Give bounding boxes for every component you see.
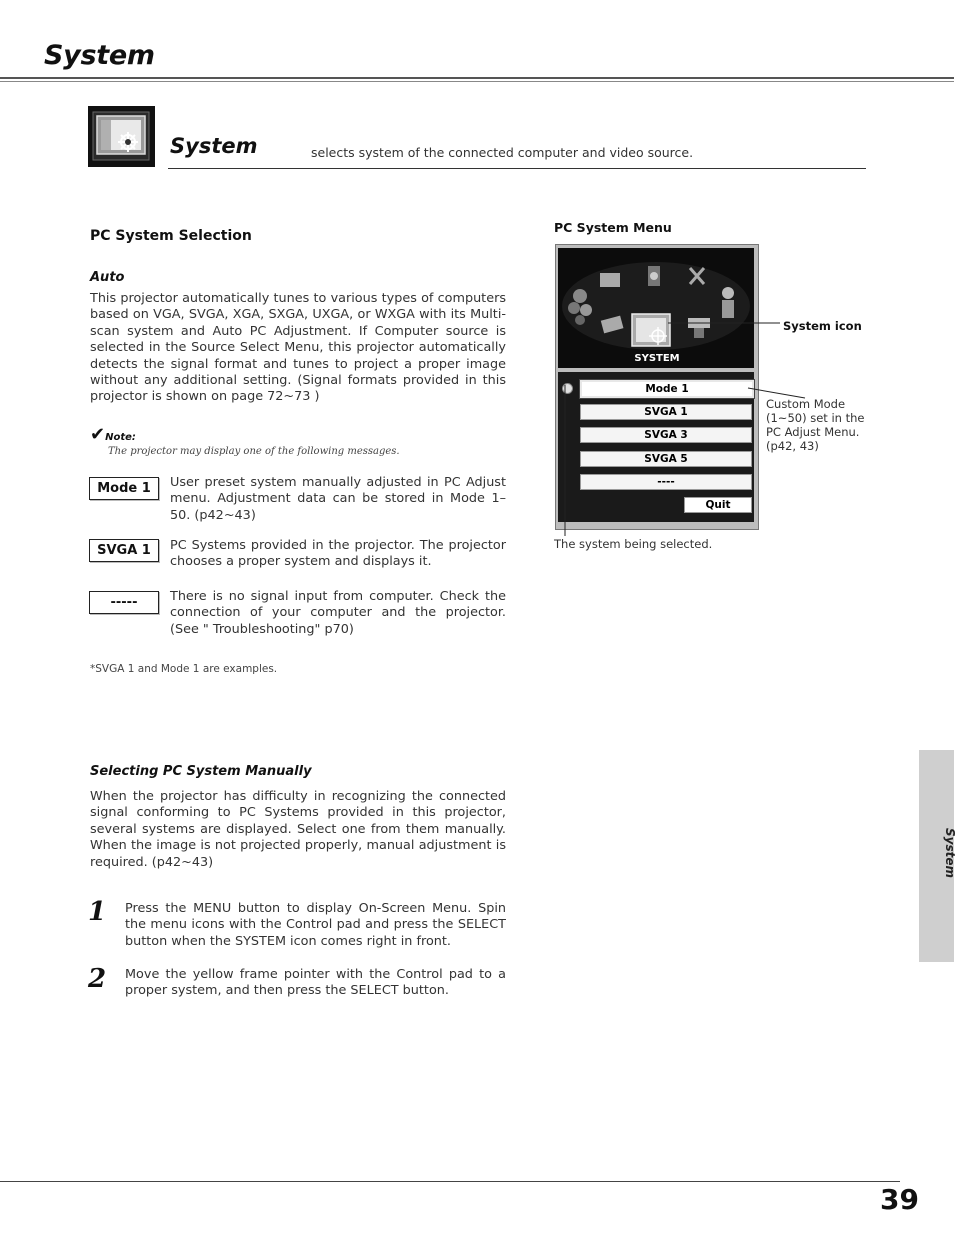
step-text-1: Press the MENU button to display On-Screen Menu. Spin the menu icons with the Control pad and press the SELECT button when the SYSTEM icon comes right in front.: [125, 901, 506, 949]
step-number-1: 1: [88, 897, 107, 927]
manual-heading: Selecting PC System Manually: [90, 764, 312, 779]
message-label-no-signal: -----: [89, 591, 159, 614]
header-rule-thin: [0, 81, 954, 82]
note-label: Note:: [105, 432, 136, 443]
menu-label: PC System Menu: [554, 220, 672, 235]
auto-text: This projector automatically tunes to various types of computers based on VGA, SVGA, XGA, SXGA, UXGA, or WXGA with its Multi-scan system and Auto PC Adjustment. If Computer source is selected in the Source Select Menu, this projector automatically detects the signal format and tunes to project a proper image without any additional setting. (Signal formats provided in this projector is shown on page 72~73 ): [90, 291, 506, 405]
footer-rule: [0, 1181, 900, 1182]
callout-selected-system: The system being selected.: [554, 537, 713, 551]
callout-system-icon: System icon: [783, 319, 862, 333]
menu-item-mode1[interactable]: Mode 1: [580, 380, 754, 398]
message-text-mode1: User preset system manually adjusted in PC Adjust menu. Adjustment data can be stored in Mode 1–50. (p42~43): [170, 475, 506, 523]
section-title: System: [170, 134, 258, 158]
page-title: System: [44, 40, 155, 71]
header-rule: [0, 77, 954, 79]
message-label-mode1: Mode 1: [89, 477, 159, 500]
section-rule: [168, 168, 866, 169]
menu-system-caption: SYSTEM: [634, 353, 680, 364]
checkmark-icon: ✔: [90, 424, 106, 445]
menu-item-empty[interactable]: ----: [580, 474, 752, 490]
step-number-2: 2: [88, 964, 107, 994]
manual-text: When the projector has difficulty in recognizing the connected signal conforming to PC Systems provided in this projector, several systems are displayed. Select one from them manually. When the image is not projected properly, manual adjustment is required. (p42~43): [90, 789, 506, 870]
menu-item-svga3[interactable]: SVGA 3: [580, 427, 752, 443]
step-text-2: Move the yellow frame pointer with the Control pad to a proper system, and then press the SELECT button.: [125, 967, 506, 999]
auto-heading: Auto: [90, 270, 125, 285]
side-tab-label: System: [943, 828, 957, 878]
menu-item-svga1[interactable]: SVGA 1: [580, 404, 752, 420]
callout-custom-mode: Custom Mode (1~50) set in the PC Adjust Menu. (p42, 43): [766, 397, 865, 453]
note-text: The projector may display one of the following messages.: [108, 446, 400, 457]
pc-selection-heading: PC System Selection: [90, 228, 252, 244]
footnote: *SVGA 1 and Mode 1 are examples.: [90, 663, 278, 675]
page-number: 39: [880, 1183, 919, 1216]
message-label-svga1: SVGA 1: [89, 539, 159, 562]
message-text-no-signal: There is no signal input from computer. Check the connection of your computer and the projector. (See " Troubleshooting" p70): [170, 589, 506, 637]
message-text-svga1: PC Systems provided in the projector. The projector chooses a proper system and displays it.: [170, 538, 506, 570]
menu-item-svga5[interactable]: SVGA 5: [580, 451, 752, 467]
system-menu-icon: [88, 106, 155, 167]
callout-lines: [550, 240, 870, 550]
section-description: selects system of the connected computer and video source.: [311, 145, 694, 160]
note-block: [90, 424, 136, 445]
menu-quit-button[interactable]: Quit: [684, 497, 752, 513]
